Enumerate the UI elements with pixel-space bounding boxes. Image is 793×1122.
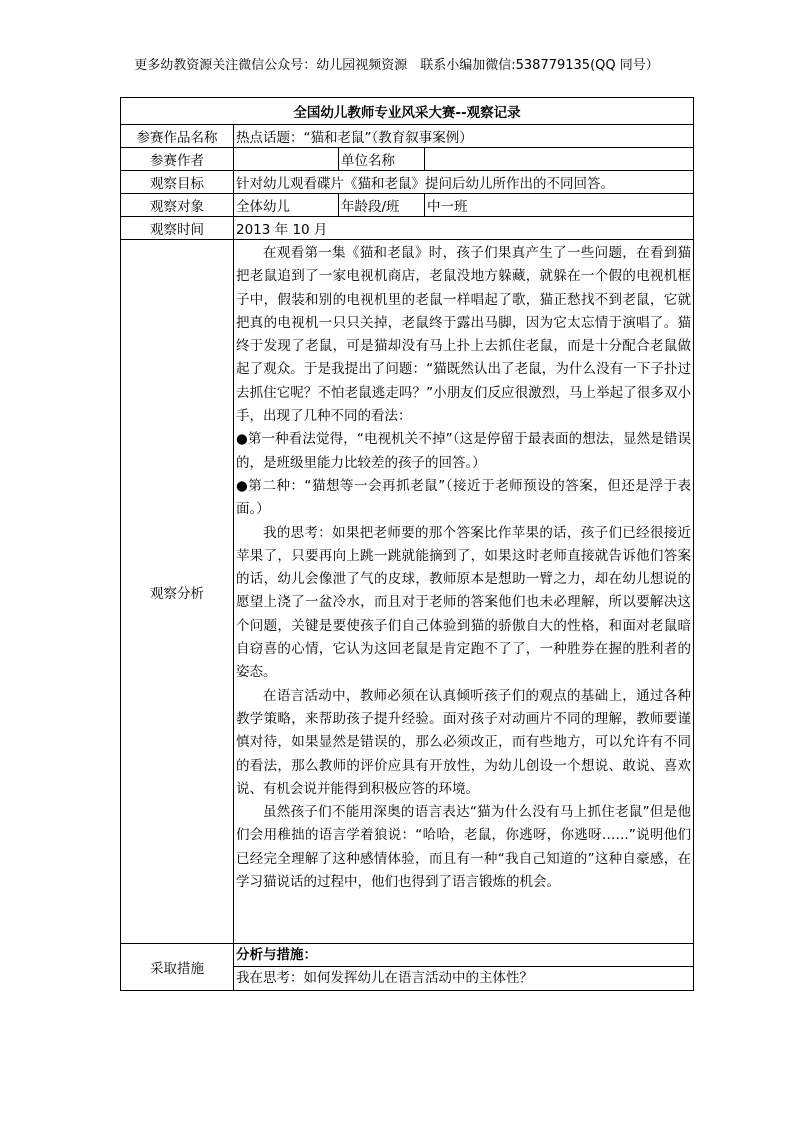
goal-label: 观察目标 — [121, 171, 234, 194]
header-note: 更多幼教资源关注微信公众号：幼儿园视频资源 联系小编加微信:538779135(QQ 同号） — [134, 58, 659, 73]
target-label: 观察对象 — [121, 194, 234, 217]
analysis-paragraph: 在语言活动中，教师必须在认真倾听孩子们的观点的基础上，通过各种教学策略，来帮助孩子提升经验。面对孩子对动画片不同的理解，教师要谨慎对待，如果显然是错误的，那么必须改正，而有些地方，可以允许有不同的看法，那么教师的评价应具有开放性，为幼儿创设一个想说、敢说、喜欢说、有机会说并能得到积极应答的环境。 — [236, 687, 692, 797]
analysis-paragraph: 虽然孩子们不能用深奥的语言表达“猫为什么没有马上抓住老鼠”但是他们会用稚拙的语言学着狼说：“哈哈，老鼠，你逃呀，你逃呀……”说明他们已经完全理解了这种感情体验，而且有一种“我自己知道的”这种自豪感，在学习猫说话的过程中，他们也得到了语言锻炼的机会。 — [236, 804, 692, 891]
measures-value: 我在思考：如何发挥幼儿在语言活动中的主体性？ — [236, 970, 533, 986]
analysis-paragraph: 在观看第一集《猫和老鼠》时，孩子们果真产生了一些问题，在看到猫把老鼠追到了一家电视机商店，老鼠没地方躲藏，就躲在一个假的电视机框子中，假装和别的电视机里的老鼠一样唱起了歌，猫正愁找不到老鼠，它就把真的电视机一只只关掉，老鼠终于露出马脚，因为它太忘情于演唱了。猫终于发现了老鼠，可是猫却没有马上扑上去抓住老鼠，而是十分配合老鼠做起了观众。于是我提出了问题：“猫既然认出了老鼠，为什么没有一下子扑过去抓住它呢？不怕老鼠逃走吗？”小朋友们反应很激烈，马上举起了很多双小手，出现了几种不同的看法： — [236, 245, 692, 425]
age-value: 中一班 — [425, 194, 694, 217]
age-label: 年龄段/班 — [339, 194, 425, 217]
work-name-value: 热点话题：“猫和老鼠”（教育叙事案例） — [234, 125, 694, 148]
time-value: 2013 年 10 月 — [234, 217, 694, 240]
goal-value: 针对幼儿观看碟片《猫和老鼠》提问后幼儿所作出的不同回答。 — [234, 171, 694, 194]
analysis-paragraph: 我的思考：如果把老师要的那个答案比作苹果的话，孩子们已经很接近苹果了，只要再向上跳一跳就能摘到了，如果这时老师直接就告诉他们答案的话，幼儿会像泄了气的皮球，教师原本是想助一臂之力，却在幼儿想说的愿望上浇了一盆冷水，而且对于老师的答案他们也未必理解，所以要解决这个问题，关键是要使孩子们自己体验到猫的骄傲自大的性格，和面对老鼠暗自窃喜的心情，它认为这回老鼠是肯定跑不了了，一种胜券在握的胜利者的姿态。 — [236, 524, 692, 681]
analysis-content — [234, 240, 694, 944]
analysis-label: 观察分析 — [121, 240, 234, 944]
measures-cell — [234, 944, 694, 991]
work-name-label: 参赛作品名称 — [121, 125, 234, 148]
analysis-paragraph: ●第一种看法觉得，“电视机关不掉”（这是停留于最表面的想法，显然是错误的，是班级里能力比较差的孩子的回答。） — [236, 431, 692, 471]
unit-label: 单位名称 — [339, 148, 425, 171]
analysis-paragraph: ●第二种：“猫想等一会再抓老鼠”（接近于老师预设的答案，但还是浮于表面。） — [236, 477, 692, 518]
table-title: 全国幼儿教师专业风采大赛--观察记录 — [121, 98, 694, 125]
time-label: 观察时间 — [121, 217, 234, 240]
unit-value — [425, 148, 694, 171]
author-label: 参赛作者 — [121, 148, 234, 171]
author-value — [234, 148, 339, 171]
observation-record-table — [120, 97, 694, 991]
measures-heading: 分析与措施： — [234, 944, 693, 967]
measures-label: 采取措施 — [121, 944, 234, 991]
target-value: 全体幼儿 — [234, 194, 339, 217]
